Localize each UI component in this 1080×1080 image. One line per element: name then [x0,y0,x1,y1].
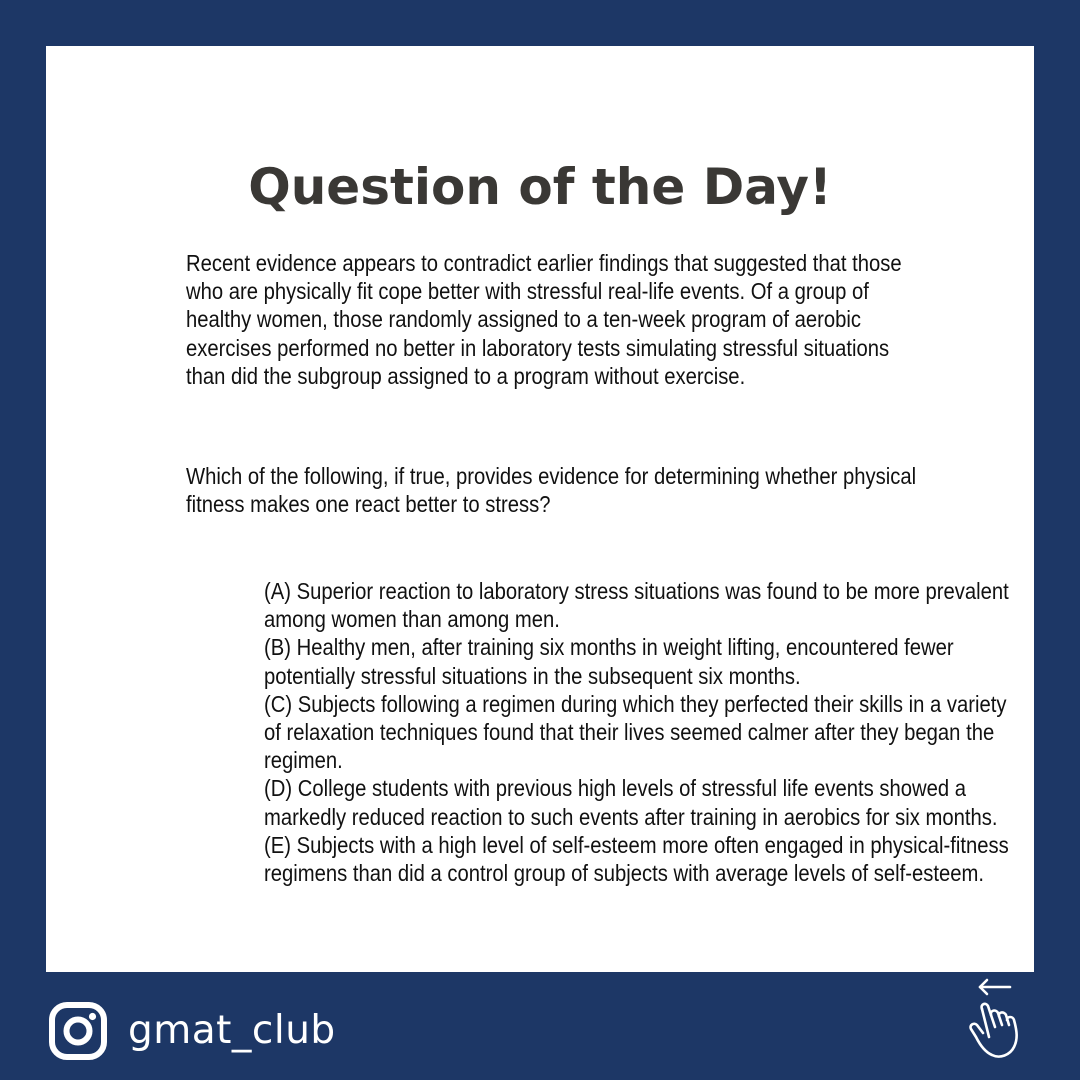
answer-options [264,577,1021,887]
account-handle[interactable]: gmat_club [128,1008,336,1053]
question-card [46,46,1034,972]
question-text: Which of the following, if true, provides evidence for determining whether physical fitness makes one react better to stress? [186,463,917,518]
answer-option-e[interactable]: (E) Subjects with a high level of self-esteem more often engaged in physical-fitness regimens than did a control group of subjects with average levels of self-esteem. [264,831,1009,887]
footer [48,1001,336,1061]
instagram-icon[interactable] [48,1001,108,1061]
answer-option-c[interactable]: (C) Subjects following a regimen during which they perfected their skills in a variety of relaxation techniques found that their lives seemed calmer after they began the regimen. [264,690,1007,774]
passage-text: Recent evidence appears to contradict earlier findings that suggested that those who are physically fit cope better with stressful real-life events. Of a group of healthy women, those randomly assigned to a ten-week program of aerobic exercises performed no better in laboratory tests simulating stressful situations than did the subgroup assigned to a program without exercise. [186,250,902,389]
swipe-hand-icon [958,975,1038,1065]
answer-option-b[interactable]: (B) Healthy men, after training six months in weight lifting, encountered fewer potentially stressful situations in the subsequent six months. [264,634,954,689]
page-title: Question of the Day! [248,158,832,216]
answer-option-d[interactable]: (D) College students with previous high levels of stressful life events showed a markedly reduced reaction to such events after training in aerobics for six months. [264,775,998,830]
answer-option-a[interactable]: (A) Superior reaction to laboratory stress situations was found to be more prevalent among women than among men. [264,578,1009,633]
